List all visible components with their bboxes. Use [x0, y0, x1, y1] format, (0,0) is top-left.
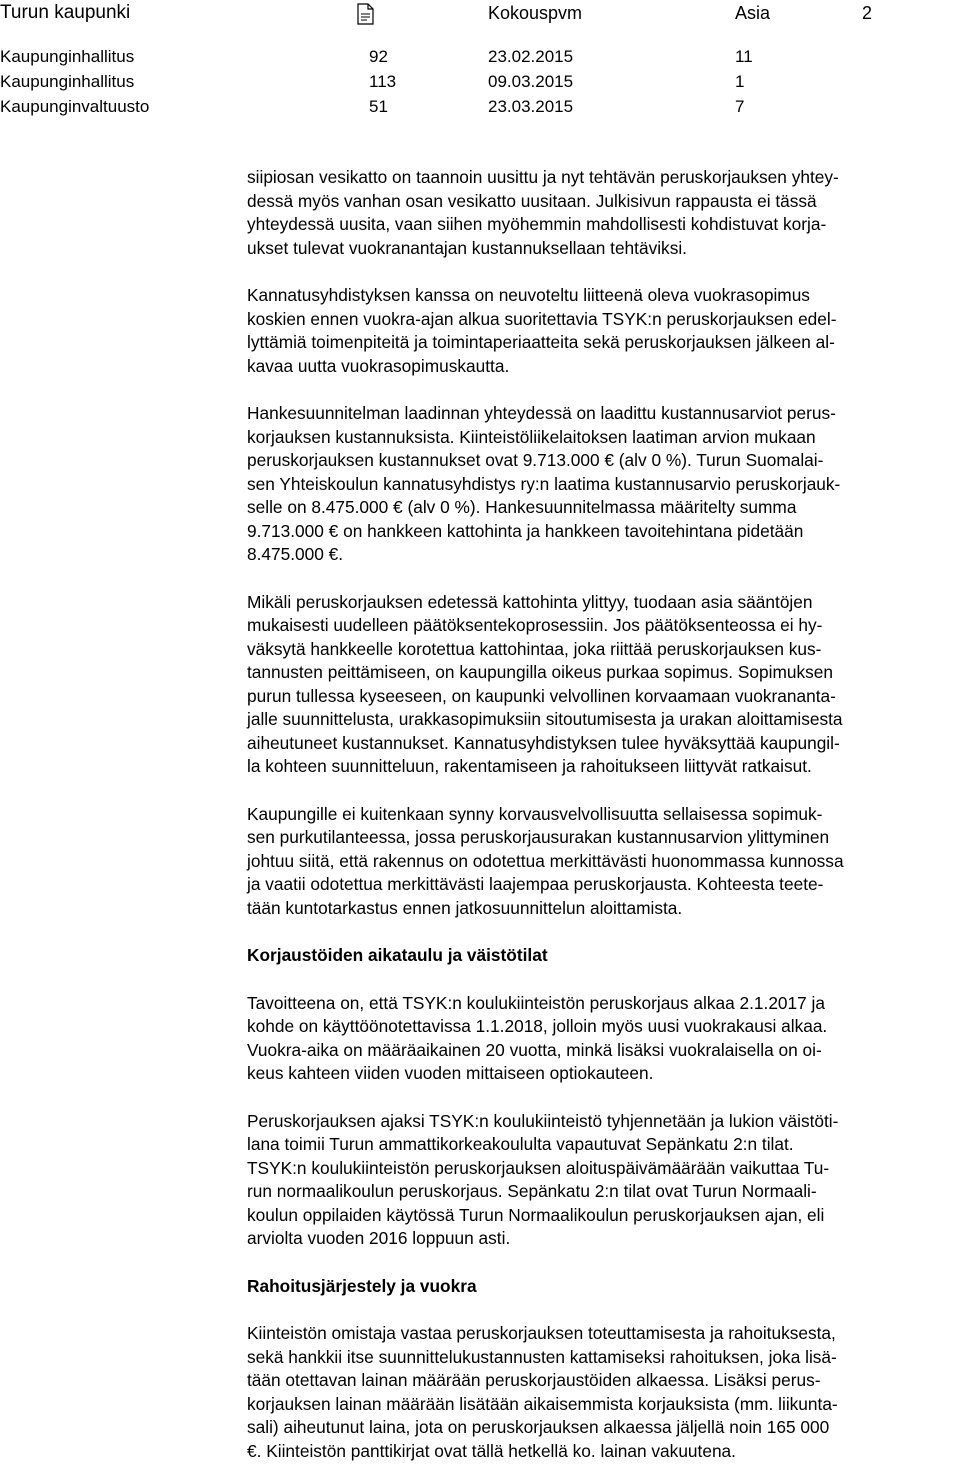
- meeting-item: 7: [735, 97, 745, 116]
- meeting-row: [0, 45, 960, 69]
- page-number: 2: [862, 3, 873, 23]
- paragraph: siipiosan vesikatto on taannoin uusittu ja nyt tehtävän peruskorjauksen yhtey- dessä myös vanhan osan vesikatto uusitaan. Julkisivun rappausta ei tässä yhteydessä uusita, vaan siihen myöhemmin mahdollisesti kohdistuvat korja- ukset tulevat vuokranantajan kustannuksellaan tehtäviksi.: [247, 167, 839, 258]
- paragraph: Peruskorjauksen ajaksi TSYK:n koulukiinteistö tyhjennetään ja lukion väistöti- lana toimii Turun ammattikorkeakoululta vapautuvat Sepänkatu 2:n tilat. TSYK:n koulukiinteistön peruskorjauksen aloituspäivämäärään vaikuttaa Tu- run normaalikoulun peruskorjaus. Sepänkatu 2:n tilat ovat Turun Normaali- koulun oppilaiden käytössä Turun Normaalikoulun peruskorjauksen ajan, eli arviolta vuoden 2016 loppuun asti.: [247, 1110, 839, 1248]
- meeting-item: 1: [735, 72, 745, 91]
- meeting-body: Kaupunginhallitus: [0, 72, 135, 91]
- meeting-item: 11: [735, 47, 753, 66]
- section-heading: Korjaustöiden aikataulu ja väistötilat: [247, 945, 548, 965]
- meeting-date: 23.03.2015: [488, 97, 574, 116]
- paragraph: Hankesuunnitelman laadinnan yhteydessä on laadittu kustannusarviot perus- korjauksen kustannuksista. Kiinteistöliikelaitoksen laatiman arvion mukaan peruskorjauksen kustannukset ovat 9.713.000 € (alv 0 %). Turun Suomalai- sen Yhteiskoulun kannatusyhdistys ry:n laatima kustannusarvio peruskorjauk- selle on 8.475.000 € (alv 0 %). Hankesuunnitelmassa määritelty summa 9.713.000 € on hankkeen kattohinta ja hankkeen tavoitehintana pidetään 8.475.000 €.: [247, 403, 841, 564]
- meeting-date: 23.02.2015: [488, 47, 574, 66]
- meeting-number: 113: [369, 72, 397, 91]
- meeting-body: Kaupunginvaltuusto: [0, 97, 150, 116]
- paragraph: Mikäli peruskorjauksen edetessä kattohinta ylittyy, tuodaan asia sääntöjen mukaisesti uudelleen päätöksentekoprosessiin. Jos päätöksenteossa ei hy- väksytä hankkeelle korotettua kattohintaa, joka riittää peruskorjauksen kus- tannusten peittämiseen, on kaupungilla oikeus purkaa sopimus. Sopimuksen purun tullessa kyseeseen, on kaupunki velvollinen korvaamaan vuokrananta- jalle suunnittelusta, urakkasopimuksiin sitoutumisesta ja urakan aloittamisesta aiheutuneet kustannukset. Kannatusyhdistyksen tulee hyväksyttää kaupungil- la kohteen suunnitteluun, rakentamiseen ja rahoitukseen liittyvät ratkaisut.: [247, 591, 843, 776]
- meeting-number: 51: [369, 97, 388, 116]
- item-label: Asia: [735, 3, 771, 23]
- meeting-date-label: Kokouspvm: [488, 3, 583, 23]
- organization-name: Turun kaupunki: [0, 2, 131, 23]
- paragraph: Kannatusyhdistyksen kanssa on neuvoteltu liitteenä oleva vuokrasopimus koskien ennen vuokra-ajan alkua suoritettavia TSYK:n peruskorjauksen edel- lyttämiä toimenpiteitä ja toimintaperiaatteita sekä peruskorjauksen jälkeen al- kavaa uutta vuokrasopimuskautta.: [247, 285, 837, 376]
- meeting-row: [0, 95, 960, 119]
- document-header: [0, 1, 960, 25]
- document-body: [247, 166, 959, 1463]
- section-heading: Rahoitusjärjestely ja vuokra: [247, 1275, 477, 1296]
- paragraph: Kiinteistön omistaja vastaa peruskorjauksen toteuttamisesta ja rahoituksesta, sekä hankkii itse suunnittelukustannusten kattamiseksi rahoituksen, joka lisä- tään otettavan lainan määrään peruskorjaustöiden alkaessa. Lisäksi perus- korjauksen lainan määrään lisätään aikaisemmista korjauksista (mm. liikunta- sali) aiheutunut laina, jota on peruskorjauksen alkaessa jäljellä noin 165 000 €. Kiinteistön panttikirjat ovat tällä hetkellä ko. lainan vakuutena.: [247, 1323, 838, 1461]
- meeting-date: 09.03.2015: [488, 72, 574, 91]
- document-icon: [355, 3, 375, 25]
- meeting-body: Kaupunginhallitus: [0, 47, 135, 66]
- meeting-number: 92: [369, 47, 388, 66]
- paragraph: Tavoitteena on, että TSYK:n koulukiinteistön peruskorjaus alkaa 2.1.2017 ja kohde on käyttöönotettavissa 1.1.2018, jolloin myös uusi vuokrakausi alkaa. Vuokra-aika on määräaikainen 20 vuotta, minkä lisäksi vuokralaisella on oi- keus kahteen viiden vuoden mittaiseen optiokauteen.: [247, 992, 828, 1083]
- meeting-row: [0, 70, 960, 94]
- paragraph: Kaupungille ei kuitenkaan synny korvausvelvollisuutta sellaisessa sopimuk- sen purkutilanteessa, jossa peruskorjausurakan kustannusarvion ylittyminen johtuu siitä, että rakennus on odotettua merkittävästi huonommassa kunnossa ja vaatii odotettua merkittävästi laajempaa peruskorjausta. Kohteesta teete- tään kuntotarkastus ennen jatkosuunnittelun aloittamista.: [247, 803, 844, 918]
